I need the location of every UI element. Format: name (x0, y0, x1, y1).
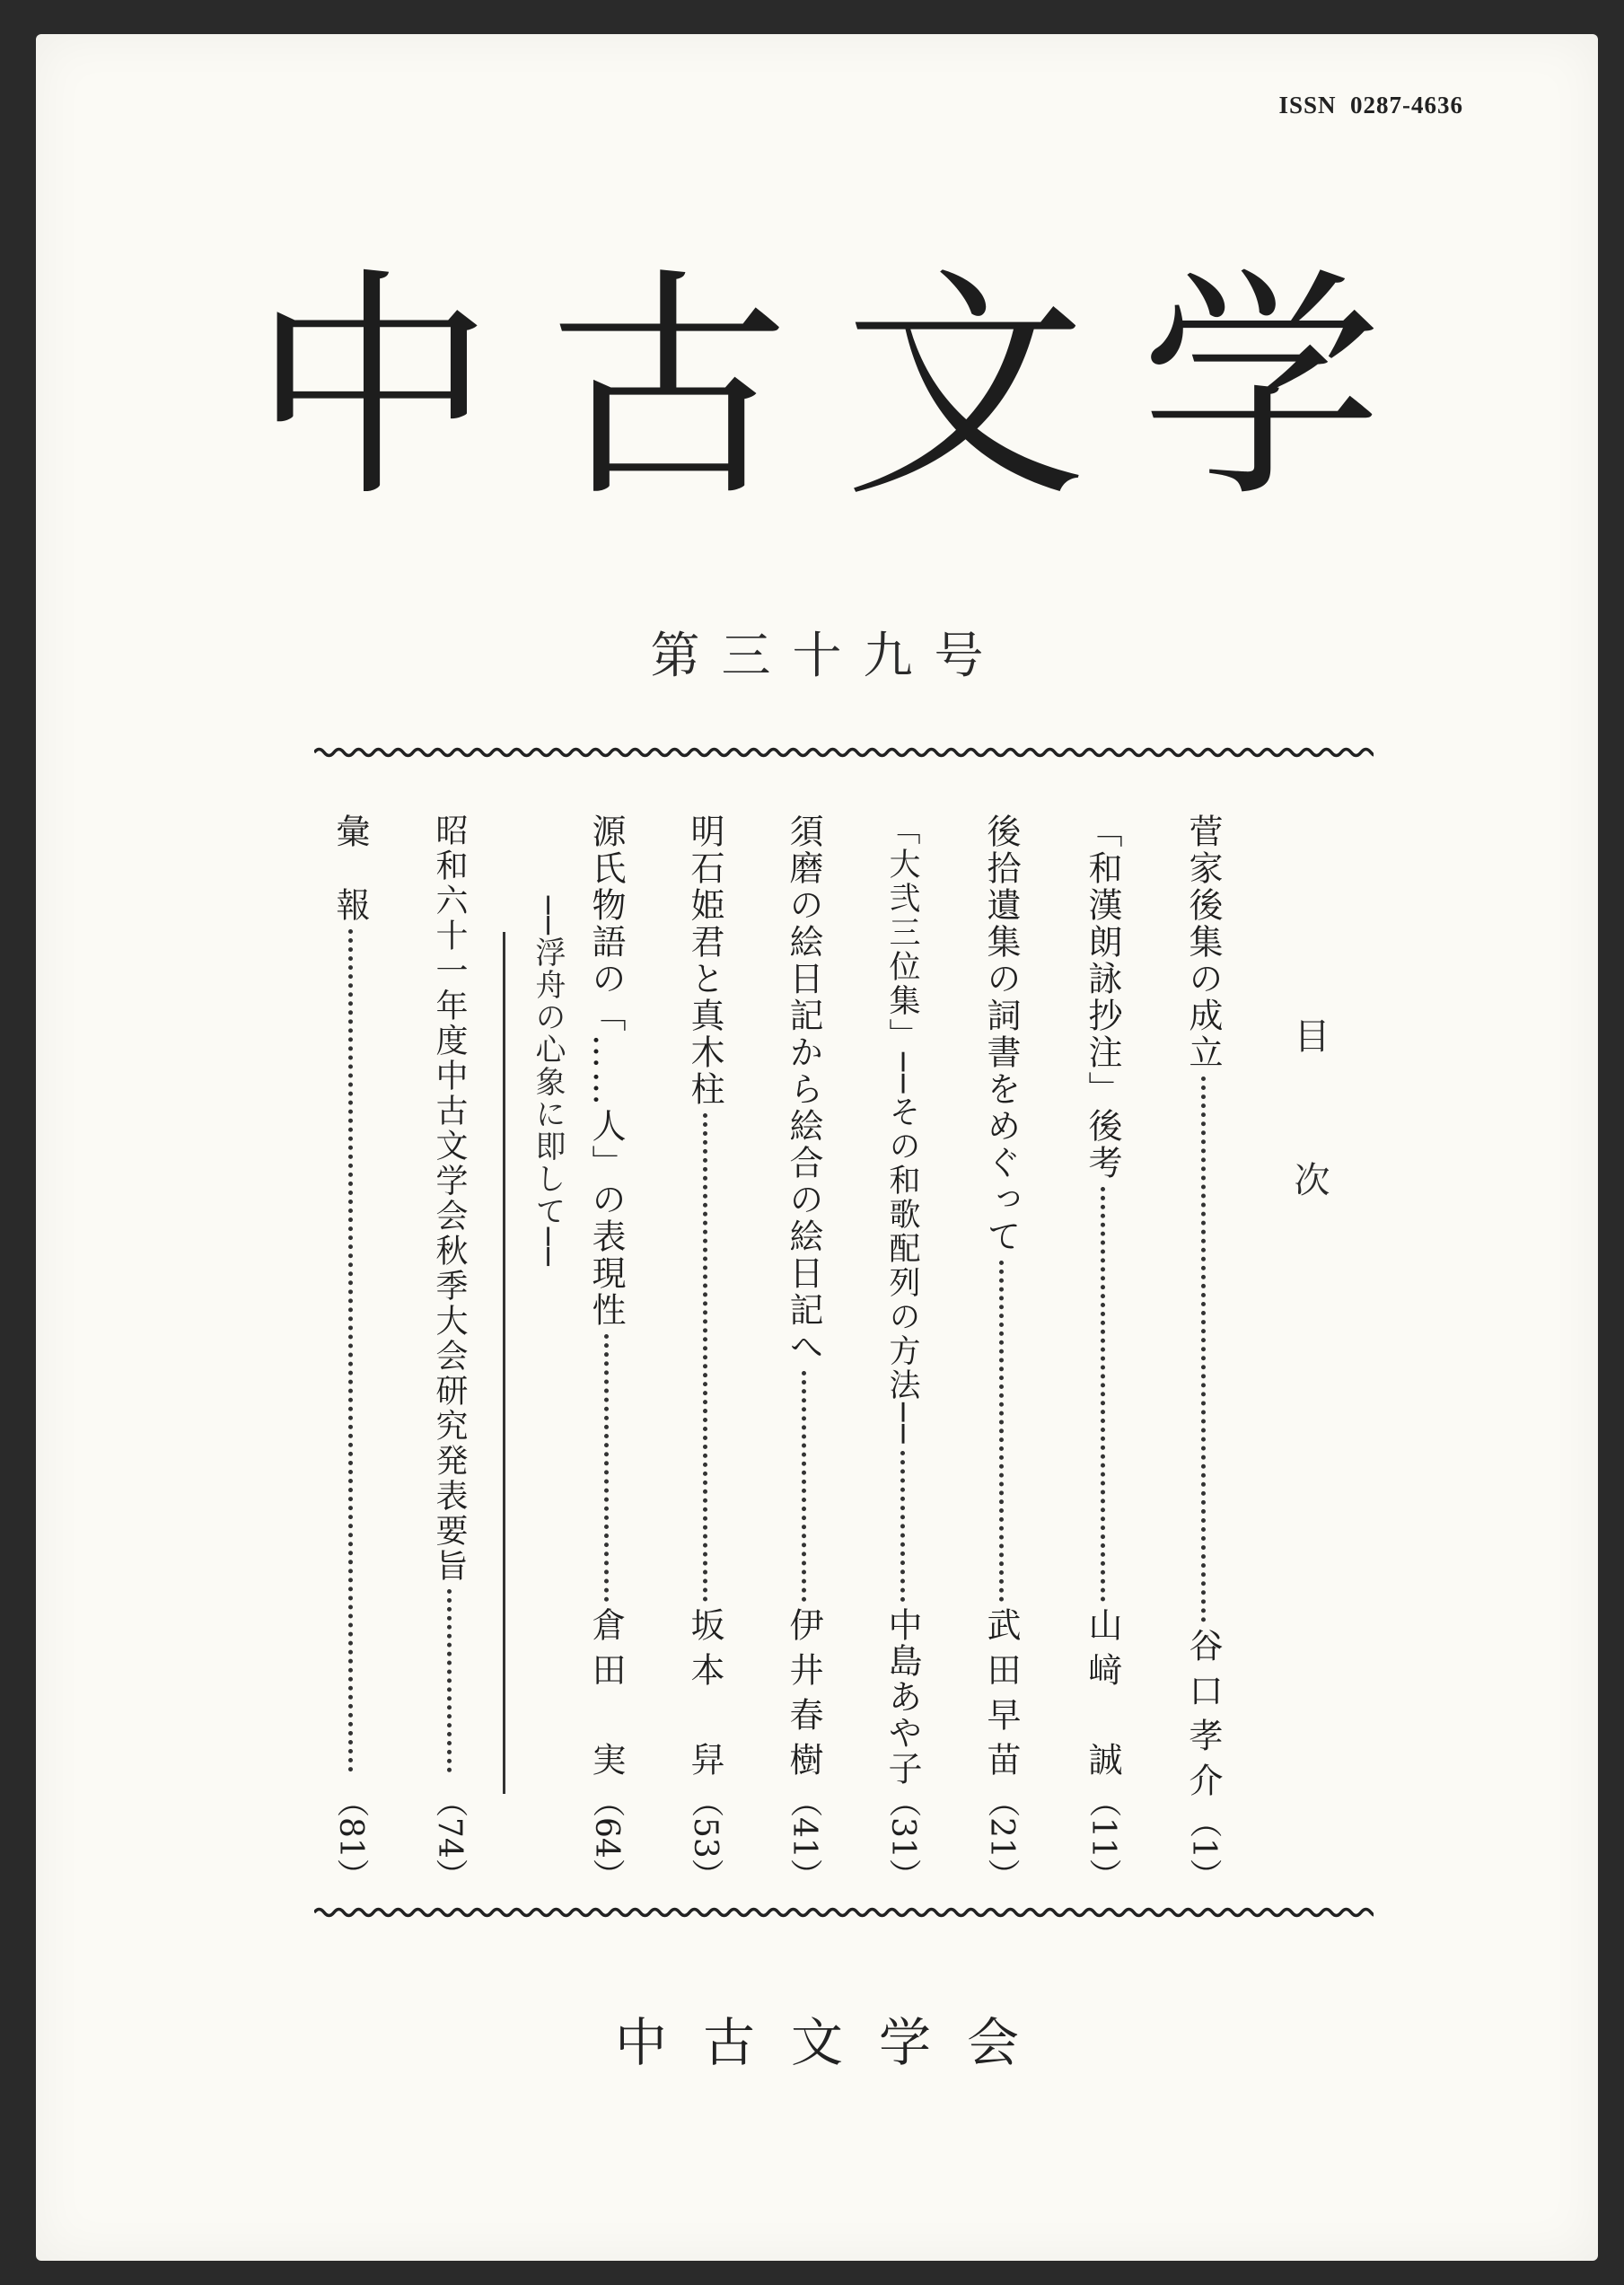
toc-entry (678, 813, 732, 1891)
toc-entry (974, 813, 1028, 1891)
toc-entry-title: 明石姫君と真木柱 (685, 813, 724, 1108)
toc-entry-title: 後拾遺集の詞書をめぐって (981, 813, 1021, 1255)
toc-entry-author: 坂本 舁 (685, 1607, 724, 1779)
toc-entry-page: （81） (332, 1785, 369, 1891)
toc-entry-page: （1） (1185, 1806, 1222, 1891)
toc-entry (875, 813, 929, 1891)
toc-entry-title: 「大弐三位集」──その和歌配列の方法── (884, 813, 920, 1446)
toc-entry-title: 源氏物語の「……人」の表現性 (586, 813, 626, 1329)
toc-entry-author: 中島あや子 (882, 1607, 922, 1788)
vertical-rule (503, 932, 505, 1794)
journal-cover (36, 34, 1598, 2261)
toc-entry (422, 813, 476, 1891)
journal-title: 中古文学 (251, 247, 1436, 530)
toc-entry-author: 倉田 実 (586, 1607, 626, 1779)
leader-dots (802, 1371, 806, 1602)
toc-entry-page: （21） (983, 1785, 1020, 1891)
leader-dots (1101, 1187, 1105, 1602)
toc-label: 目次 (1288, 1017, 1330, 1305)
toc-entry (323, 813, 377, 1891)
toc-entry-title: 須磨の絵日記から絵合の絵日記へ (784, 813, 823, 1366)
toc-entry-page: （74） (431, 1785, 468, 1891)
top-wave-divider (314, 745, 1374, 760)
toc-entry-author: 山﨑 誠 (1083, 1607, 1122, 1779)
toc-entry-title: 彙 報 (330, 813, 370, 924)
toc-entry-author: 伊井春樹 (784, 1607, 823, 1779)
toc-entry (1075, 813, 1129, 1891)
toc-entry-page: （64） (588, 1785, 625, 1891)
toc-entry-subtitle: ──浮舟の心象に即して── (530, 896, 566, 1268)
toc-entry-page: （53） (687, 1785, 724, 1891)
toc-entry-page: （41） (786, 1785, 822, 1891)
leader-dots (447, 1589, 452, 1772)
toc-entry-author: 谷口孝介 (1183, 1628, 1223, 1799)
issn-number: ISSN 0287-4636 (1278, 92, 1463, 119)
toc-entry (579, 813, 633, 1891)
publisher-name: 中古文学会 (614, 2012, 1055, 2073)
leader-dots (703, 1113, 707, 1602)
toc-entry-title: 昭和六十一年度中古文学会秋季大会研究発表要旨 (431, 813, 468, 1584)
toc-entry-author: 武田早苗 (981, 1607, 1021, 1779)
toc-entry-page: （11） (1084, 1785, 1121, 1891)
leader-dots (604, 1334, 609, 1602)
toc-entry-title: 菅家後集の成立 (1183, 813, 1223, 1071)
bottom-wave-divider (314, 1905, 1374, 1920)
toc-entry (1176, 813, 1230, 1891)
issue-number: 第三十九号 (650, 627, 1005, 684)
leader-dots (999, 1261, 1004, 1602)
toc-entry (777, 813, 830, 1891)
leader-dots (900, 1451, 905, 1602)
toc-entry-title: 「和漢朗詠抄注」後考 (1083, 813, 1122, 1182)
leader-dots (348, 929, 353, 1772)
toc-entry-page: （31） (884, 1785, 921, 1891)
leader-dots (1201, 1077, 1206, 1622)
